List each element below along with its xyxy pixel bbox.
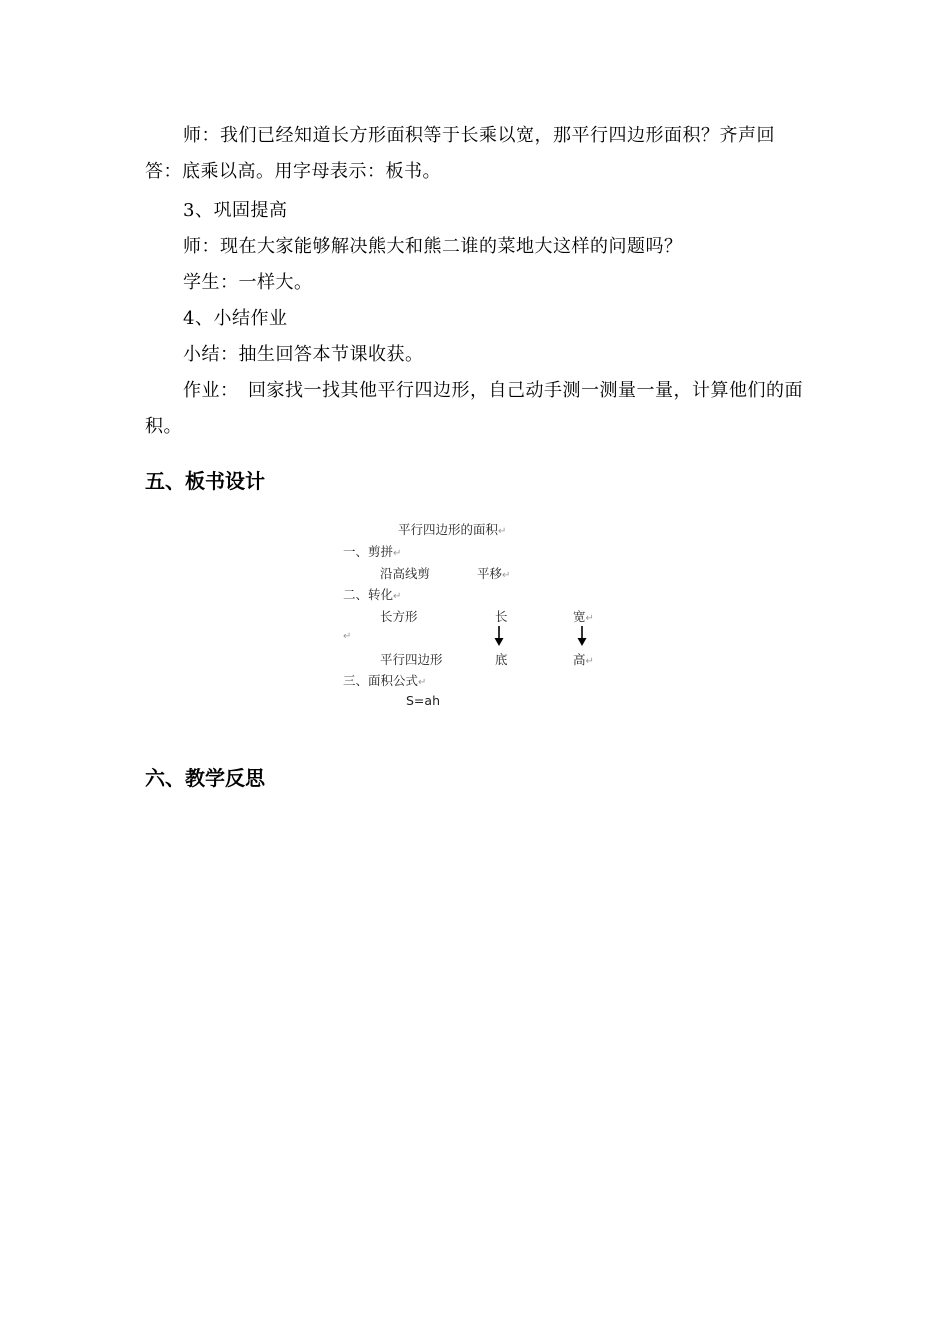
return-mark: ↵: [502, 570, 511, 581]
board-length: 长: [495, 609, 508, 624]
return-mark: ↵: [418, 677, 427, 688]
return-mark: ↵: [585, 613, 594, 624]
board-item-cut: 一、剪拼: [343, 544, 394, 559]
board-formula: S=ah: [406, 693, 440, 708]
board-rectangle-label: 长方形: [380, 609, 418, 624]
paragraph-teacher-area: 师：我们已经知道长方形面积等于长乘以宽，那平行四边形面积？齐声回答：底乘以高。用字母表示：板书。: [145, 125, 775, 182]
down-arrow-icon: [493, 625, 505, 647]
return-mark: ↵: [393, 548, 402, 559]
paragraph-summary: 小结：抽生回答本节课收获。: [183, 344, 424, 365]
paragraph-homework: 作业： 回家找一找其他平行四边形，自己动手测一测量一量，计算他们的面积。: [145, 380, 803, 437]
board-parallelogram-label: 平行四边形: [380, 652, 443, 667]
board-design-figure: [340, 515, 610, 715]
board-base: 底: [495, 652, 508, 667]
return-mark: ↵: [393, 591, 402, 602]
paragraph-step-3: 3、巩固提高: [183, 200, 288, 221]
board-item-area-formula: 三、面积公式: [343, 673, 419, 688]
section-heading-teaching-reflection: 六、教学反思: [145, 766, 265, 790]
paragraph-teacher-question: 师：现在大家能够解决熊大和熊二谁的菜地大这样的问题吗？: [183, 236, 683, 257]
board-width: 宽: [573, 609, 586, 624]
board-translate: 平移: [477, 566, 503, 581]
down-arrow-icon: [576, 625, 588, 647]
return-mark: ↵: [498, 526, 507, 537]
paragraph-student-answer: 学生：一样大。: [183, 272, 313, 293]
board-cut-along-height: 沿高线剪: [380, 566, 431, 581]
return-mark: ↵: [343, 631, 352, 642]
board-title: 平行四边形的面积: [398, 522, 499, 537]
board-height: 高: [573, 652, 586, 667]
paragraph-step-4: 4、小结作业: [183, 308, 288, 329]
return-mark: ↵: [585, 656, 594, 667]
board-item-transform: 二、转化: [343, 587, 394, 602]
section-heading-board-design: 五、板书设计: [145, 469, 265, 493]
